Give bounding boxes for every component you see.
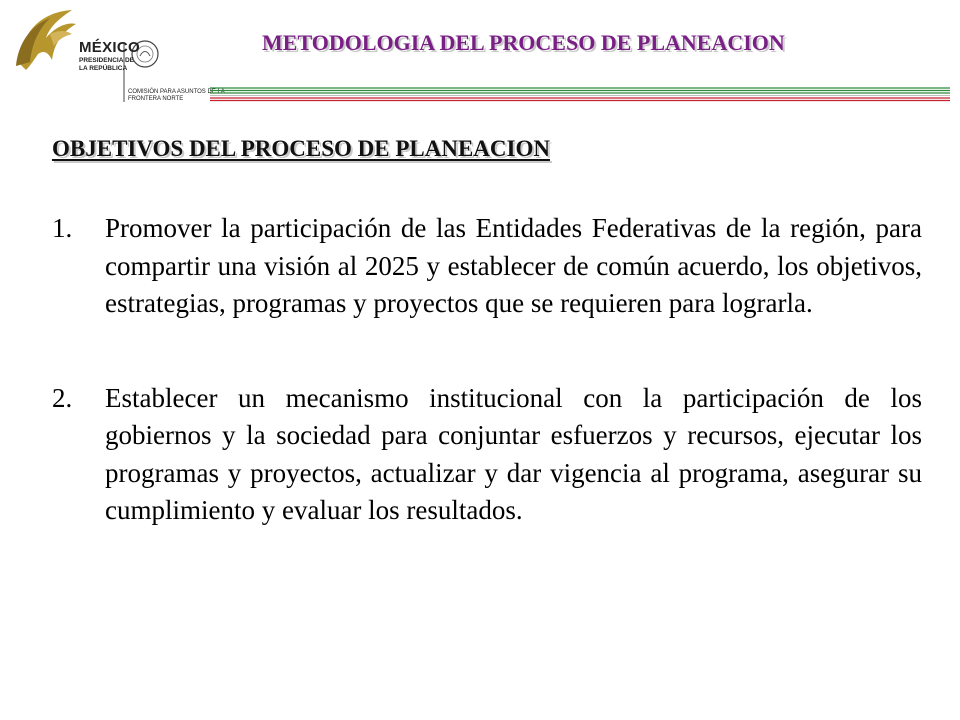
objective-number: 2. xyxy=(52,382,73,413)
objective-text: Promover la participación de las Entidades Federativas de la región, para compartir una visión al 2025 y establecer de común acuerdo, los objetivos, estrategias, programas y proyectos que se requieren para lograrla. xyxy=(105,213,922,318)
objective-item xyxy=(52,210,922,323)
objectives-list xyxy=(52,210,922,530)
objective-item xyxy=(52,380,922,530)
logo-country-text: MÉXICO xyxy=(79,39,140,56)
tricolor-stripes xyxy=(210,86,950,104)
section-title: OBJETIVOS DEL PROCESO DE PLANEACION xyxy=(52,136,550,161)
objective-number: 1. xyxy=(52,213,73,243)
objective-text: Establecer un mecanismo institucional con la participación de los gobiernos y la sociedad para conjuntar esfuerzos y recursos, ejecutar los programas y proyectos, actualizar y dar vigencia al programa, asegurar su cumplimiento y evaluar los resultados. xyxy=(105,382,922,525)
logo-commission-text: COMISIÓN PARA ASUNTOS DE LA FRONTERA NORTE xyxy=(128,89,225,102)
logo-office-text: PRESIDENCIA DE LA REPÚBLICA xyxy=(79,57,135,72)
header-logo xyxy=(10,4,225,104)
page-header-title: METODOLOGIA DEL PROCESO DE PLANEACION xyxy=(262,30,785,55)
